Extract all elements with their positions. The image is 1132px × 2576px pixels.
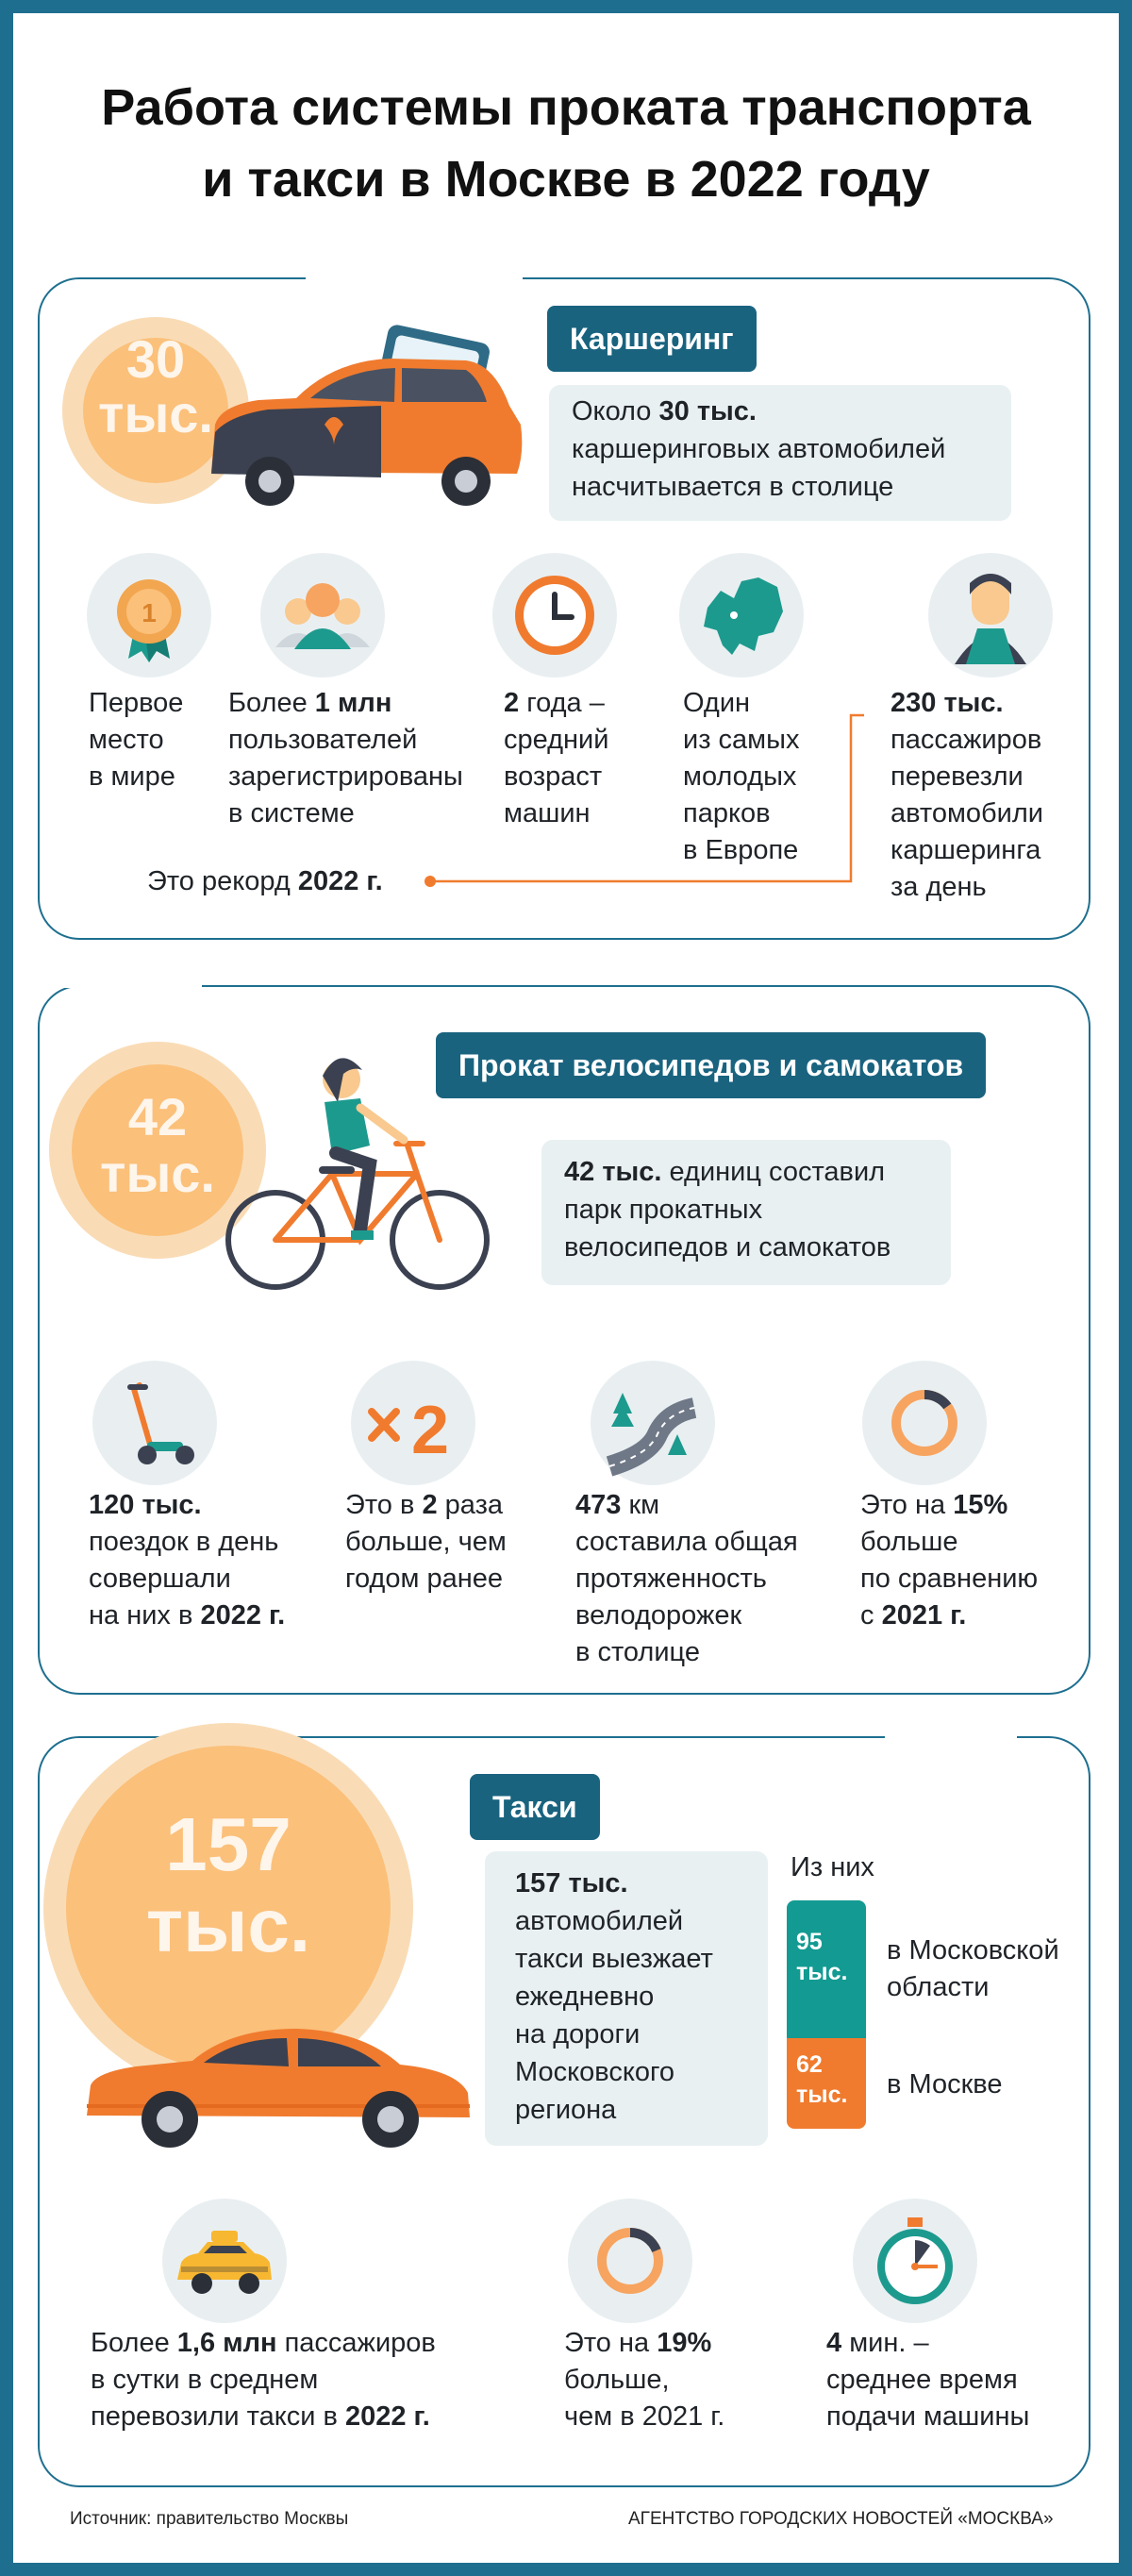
svg-text:2: 2	[410, 1393, 450, 1468]
fact-line	[91, 2399, 436, 2435]
fact-line	[891, 685, 1043, 722]
fact-pre: Более	[91, 2328, 177, 2358]
segment-num: 95	[796, 1929, 823, 1955]
taxi-big-number	[43, 1804, 413, 1966]
fact-line: каршеринга	[891, 835, 1041, 865]
fact-post: мин. –	[841, 2328, 929, 2358]
carsharing-tag: Каршеринг	[547, 306, 757, 372]
fact-bold: 2022 г.	[344, 2401, 430, 2432]
fact-bold: 2022 г.	[200, 1600, 286, 1631]
segment-label	[796, 2049, 847, 2110]
segment-num: 62	[796, 2051, 823, 2078]
big-unit: тыс.	[145, 1883, 311, 1967]
note-line: автомобилей	[515, 1906, 684, 1936]
fact-post: раза	[437, 1490, 504, 1520]
note-line-2: парк прокатных	[564, 1195, 763, 1225]
fact-bold: 15%	[953, 1490, 1008, 1520]
fact-post: года –	[519, 688, 605, 718]
fact-line: протяженность	[575, 1564, 767, 1594]
fact-line: пользователей	[228, 725, 418, 755]
taxi-car-small-icon	[162, 2199, 287, 2323]
fact-line: Первое	[89, 688, 184, 718]
note-line-1	[564, 1153, 951, 1191]
times-two-icon	[351, 1361, 475, 1485]
fact-line: машин	[504, 798, 591, 828]
split-label-line: области	[887, 1972, 990, 2002]
fact-line: годом ранее	[345, 1564, 504, 1594]
carsharing-car-icon	[192, 311, 551, 528]
split-label-region	[887, 1932, 1059, 2006]
agency-credit: АГЕНТСТВО ГОРОДСКИХ НОВОСТЕЙ «МОСКВА»	[628, 2509, 1054, 2529]
record-note	[147, 863, 383, 900]
fact-line: из самых	[683, 725, 800, 755]
fact-line: средний	[504, 725, 609, 755]
fact-line: среднее время	[826, 2365, 1018, 2395]
taxi-note	[485, 1851, 768, 2146]
fact-line: по сравнению	[860, 1564, 1039, 1594]
note-line-3: велосипедов и самокатов	[564, 1232, 891, 1263]
segment-unit: тыс.	[796, 1959, 848, 1985]
infographic	[13, 13, 1119, 2563]
fact-line: пассажиров	[891, 725, 1042, 755]
carsharing-note	[549, 385, 1011, 521]
big-num: 30	[125, 329, 186, 389]
record-bold: 2022 г.	[297, 866, 383, 896]
split-segment-moscow-region	[787, 1900, 866, 2038]
fact-line: чем в 2021 г.	[564, 2401, 725, 2432]
fact-trips	[89, 1487, 285, 1634]
road-icon	[591, 1361, 715, 1485]
fact-first-place	[89, 685, 183, 795]
fact-bold: 1 млн	[314, 688, 392, 718]
ring-15-chart	[862, 1361, 987, 1485]
scooter-icon	[92, 1361, 217, 1485]
fact-line: подачи машины	[826, 2401, 1030, 2432]
fact-line: составила общая	[575, 1527, 798, 1557]
note-pre: Около	[572, 396, 659, 427]
fact-line	[89, 1597, 285, 1634]
fact-bold: 4	[826, 2328, 842, 2358]
note-line: на дороги	[515, 2019, 641, 2049]
fact-bold: 120 тыс.	[89, 1490, 202, 1520]
note-line-2: каршеринговых автомобилей	[572, 434, 946, 464]
big-unit: тыс.	[98, 384, 213, 443]
note-line-1	[515, 1865, 768, 1902]
fact-line: автомобили	[891, 798, 1043, 828]
ring-19-chart	[568, 2199, 692, 2323]
title-line-2: и такси в Москве в 2022 году	[202, 151, 930, 208]
fact-pre: перевозили такси в	[91, 2401, 345, 2432]
fact-line: совершали	[89, 1564, 231, 1594]
note-post: единиц составил	[661, 1157, 886, 1187]
note-line-3: насчитывается в столице	[572, 472, 894, 502]
fact-line: место	[89, 725, 164, 755]
big-num: 157	[165, 1802, 291, 1886]
fact-post: км	[621, 1490, 660, 1520]
fact-bold: 230 тыс.	[891, 688, 1004, 718]
fact-line: за день	[891, 872, 987, 902]
ring-15-icon	[862, 1361, 987, 1485]
fact-pre: Это в	[345, 1490, 423, 1520]
note-bold: 157 тыс.	[515, 1868, 628, 1899]
note-bold: 30 тыс.	[658, 396, 757, 427]
fact-line	[345, 1487, 507, 1524]
taxi-tag: Такси	[470, 1774, 600, 1840]
title-line-1: Работа системы проката транспорта	[101, 79, 1031, 136]
fact-line: в Европе	[683, 835, 799, 865]
note-line: Московского	[515, 2057, 675, 2087]
fact-bold: 1,6 млн	[176, 2328, 277, 2358]
fact-line: больше, чем	[345, 1527, 507, 1557]
fact-line: в мире	[89, 761, 175, 792]
page-title	[13, 72, 1119, 215]
medal-icon	[87, 553, 211, 677]
fact-line: парков	[683, 798, 771, 828]
fact-post: пассажиров	[276, 2328, 436, 2358]
frame-gap	[306, 275, 523, 280]
split-label-line: в Московской	[887, 1935, 1059, 1965]
frame-gap	[60, 982, 202, 988]
fact-line: в системе	[228, 798, 355, 828]
fact-line: возраст	[504, 761, 603, 792]
frame-gap	[885, 1733, 1017, 1739]
passenger-icon	[928, 553, 1053, 677]
clock-icon	[492, 553, 617, 677]
fact-pre: с	[860, 1600, 882, 1631]
fact-line	[89, 1487, 285, 1524]
fact-15-percent	[860, 1487, 1038, 1634]
fact-passengers	[891, 685, 1043, 906]
bikes-note	[541, 1140, 951, 1285]
users-icon	[260, 553, 385, 677]
svg-text:1: 1	[142, 598, 157, 627]
fact-line	[564, 2325, 724, 2362]
ring-19-icon	[568, 2199, 692, 2323]
record-pre: Это рекорд	[147, 866, 298, 896]
fact-pre: на них в	[89, 1600, 201, 1631]
fact-line: велодорожек	[575, 1600, 742, 1631]
of-them-label: Из них	[791, 1852, 874, 1882]
fact-line: поездок в день	[89, 1527, 279, 1557]
fact-taxi-passengers	[91, 2325, 436, 2435]
fact-twice	[345, 1487, 507, 1597]
fact-line: в столице	[575, 1637, 700, 1667]
bikes-tag: Прокат велосипедов и самокатов	[436, 1032, 986, 1098]
stopwatch-icon	[853, 2199, 977, 2323]
fact-line: молодых	[683, 761, 797, 792]
fact-bold: 2	[504, 688, 520, 718]
split-segment-moscow	[787, 2038, 866, 2129]
source-note: Источник: правительство Москвы	[70, 2509, 349, 2529]
segment-unit: тыс.	[796, 2082, 848, 2108]
fact-line	[860, 1597, 1038, 1634]
fact-pre: Более	[228, 688, 315, 718]
fact-line: больше,	[564, 2365, 670, 2395]
note-line: такси выезжает	[515, 1944, 713, 1974]
fact-pre: Это на	[860, 1490, 954, 1520]
fact-line: Один	[683, 688, 751, 718]
big-unit: тыс.	[100, 1144, 215, 1203]
europe-map-icon	[679, 553, 804, 677]
fact-line: зарегистрированы	[228, 761, 463, 792]
fact-line	[575, 1487, 798, 1524]
segment-label	[796, 1927, 847, 1987]
fact-line: в сутки в среднем	[91, 2365, 319, 2395]
fact-line	[91, 2325, 436, 2362]
fact-line	[860, 1487, 1038, 1524]
fact-line	[826, 2325, 1029, 2362]
note-line-1	[572, 393, 1011, 430]
note-line: ежедневно	[515, 1982, 655, 2012]
taxi-car-icon	[79, 2012, 475, 2153]
fact-line: перевезли	[891, 761, 1024, 792]
note-bold: 42 тыс.	[564, 1157, 662, 1187]
fact-bold: 473	[575, 1490, 622, 1520]
fact-19-percent	[564, 2325, 724, 2435]
fact-pickup-time	[826, 2325, 1029, 2435]
fact-bold: 19%	[657, 2328, 712, 2358]
note-line: региона	[515, 2095, 617, 2125]
fact-bike-lanes	[575, 1487, 798, 1671]
fact-bold: 2021 г.	[881, 1600, 967, 1631]
record-connector	[419, 702, 872, 900]
fact-pre: Это на	[564, 2328, 658, 2358]
fact-line: больше	[860, 1527, 958, 1557]
taxi-split-bar	[787, 1900, 866, 2129]
fact-bold: 2	[422, 1490, 438, 1520]
split-label-moscow: в Москве	[887, 2069, 1003, 2099]
big-num: 42	[127, 1087, 188, 1146]
